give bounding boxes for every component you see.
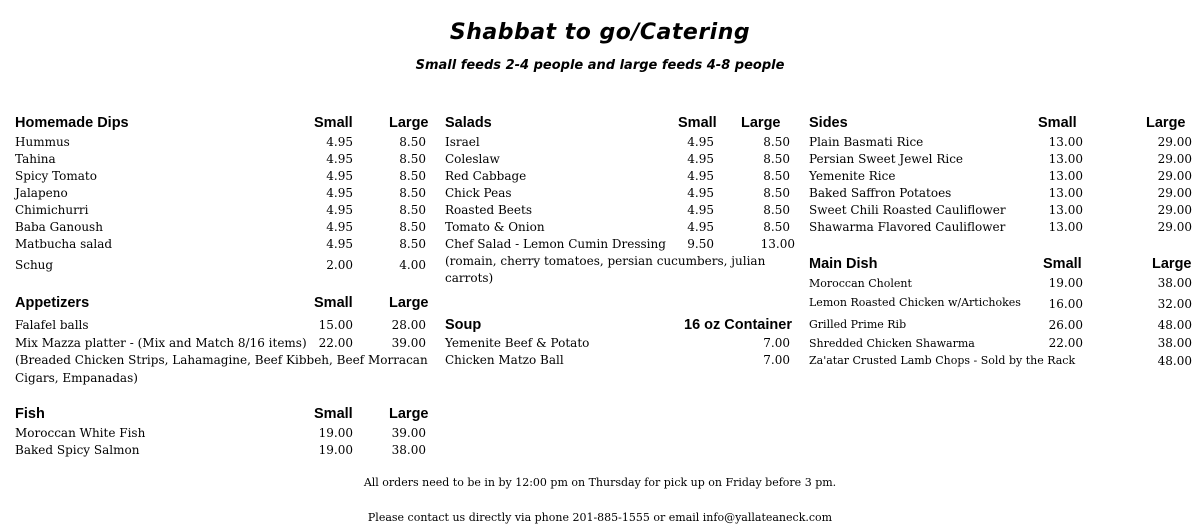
- column-header-large: Large: [1146, 115, 1186, 131]
- section-title: Homemade Dips: [15, 115, 129, 131]
- price-large: 8.50: [763, 186, 790, 200]
- price-small: 13.00: [1048, 203, 1083, 217]
- price-large: 8.50: [763, 169, 790, 183]
- price-large: 8.50: [399, 152, 426, 166]
- menu-item-name: Roasted Beets: [445, 203, 532, 217]
- menu-item-name: Spicy Tomato: [15, 169, 97, 183]
- price-container: 7.00: [763, 353, 790, 367]
- price-large: 39.00: [391, 336, 426, 350]
- menu-item-name: Persian Sweet Jewel Rice: [809, 152, 964, 166]
- price-small: 19.00: [318, 426, 353, 440]
- price-large: 8.50: [399, 186, 426, 200]
- column-header-small: Small: [314, 406, 353, 422]
- column-header-small: Small: [1043, 256, 1082, 272]
- price-small: 13.00: [1048, 152, 1083, 166]
- menu-item-name: Falafel balls: [15, 318, 89, 332]
- price-large: 4.00: [399, 258, 426, 272]
- price-large: 8.50: [399, 203, 426, 217]
- menu-item-name: Tomato & Onion: [445, 220, 545, 234]
- price-small: 4.95: [687, 203, 714, 217]
- item-description: (romain, cherry tomatoes, persian cucumbers, julian: [445, 254, 766, 268]
- menu-item-name: Baked Saffron Potatoes: [809, 186, 952, 200]
- section-title: Fish: [15, 406, 45, 422]
- price-large: 39.00: [391, 426, 426, 440]
- menu-item-name: Za'atar Crusted Lamb Chops - Sold by the Rack: [809, 354, 1076, 367]
- price-large: 8.50: [399, 135, 426, 149]
- menu-item-name: Baba Ganoush: [15, 220, 103, 234]
- price-large: 29.00: [1157, 169, 1192, 183]
- price-small: 4.95: [326, 237, 353, 251]
- price-small: 13.00: [1048, 186, 1083, 200]
- price-large: 8.50: [763, 152, 790, 166]
- menu-item-name: Chick Peas: [445, 186, 512, 200]
- menu-item-name: Chicken Matzo Ball: [445, 353, 564, 367]
- price-small: 15.00: [318, 318, 353, 332]
- section-title: Salads: [445, 115, 492, 131]
- menu-item-name: Matbucha salad: [15, 237, 113, 251]
- price-small: 4.95: [326, 169, 353, 183]
- menu-item-name: Moroccan Cholent: [809, 277, 912, 290]
- price-large: 8.50: [399, 220, 426, 234]
- price-small: 4.95: [687, 220, 714, 234]
- section-title: Sides: [809, 115, 848, 131]
- page-subtitle: Small feeds 2-4 people and large feeds 4-8 people: [415, 58, 785, 73]
- price-large: 8.50: [399, 169, 426, 183]
- column-header-container: 16 oz Container: [684, 317, 792, 333]
- price-small: 9.50: [687, 237, 714, 251]
- price-small: 4.95: [326, 220, 353, 234]
- price-large: 8.50: [763, 203, 790, 217]
- price-small: 26.00: [1048, 318, 1083, 332]
- price-large: 29.00: [1157, 203, 1192, 217]
- order-deadline-note: All orders need to be in by 12:00 pm on Thursday for pick up on Friday before 3 pm.: [363, 476, 837, 489]
- column-header-small: Small: [314, 115, 353, 131]
- section-title: Appetizers: [15, 295, 90, 311]
- column-header-small: Small: [314, 295, 353, 311]
- price-small: 13.00: [1048, 220, 1083, 234]
- contact-note: Please contact us directly via phone 201-885-1555 or email info@yallateaneck.com: [367, 511, 833, 524]
- menu-item-name: Yemenite Rice: [809, 169, 896, 183]
- item-description: (Breaded Chicken Strips, Lahamagine, Beef Kibbeh, Beef Morracan: [15, 353, 428, 367]
- price-small: 4.95: [687, 186, 714, 200]
- price-large: 38.00: [1157, 336, 1192, 350]
- price-small: 16.00: [1048, 297, 1083, 311]
- menu-item-name: Red Cabbage: [445, 169, 527, 183]
- item-description: Cigars, Empanadas): [15, 371, 138, 385]
- menu-item-name: Mix Mazza platter - (Mix and Match 8/16 items): [15, 336, 307, 350]
- menu-item-name: Sweet Chili Roasted Cauliflower: [809, 203, 1006, 217]
- price-large: 32.00: [1157, 297, 1192, 311]
- column-header-large: Large: [741, 115, 781, 131]
- menu-item-name: Moroccan White Fish: [15, 426, 146, 440]
- menu-item-name: Chimichurri: [15, 203, 89, 217]
- price-large: 8.50: [399, 237, 426, 251]
- menu-item-name: Jalapeno: [15, 186, 68, 200]
- price-small: 13.00: [1048, 135, 1083, 149]
- menu-item-name: Baked Spicy Salmon: [15, 443, 140, 457]
- section-title: Main Dish: [809, 256, 878, 272]
- section-title: Soup: [445, 317, 482, 333]
- price-large: 8.50: [763, 135, 790, 149]
- price-small: 22.00: [1048, 336, 1083, 350]
- column-header-large: Large: [389, 295, 429, 311]
- price-large: 29.00: [1157, 152, 1192, 166]
- menu-item-name: Yemenite Beef & Potato: [445, 336, 590, 350]
- column-header-large: Large: [389, 406, 429, 422]
- menu-item-name: Shawarma Flavored Cauliflower: [809, 220, 1006, 234]
- price-large: 48.00: [1157, 354, 1192, 368]
- menu-item-name: Lemon Roasted Chicken w/Artichokes: [809, 296, 1021, 309]
- column-header-small: Small: [678, 115, 717, 131]
- price-large: 38.00: [1157, 276, 1192, 290]
- price-small: 4.95: [687, 169, 714, 183]
- price-large: 29.00: [1157, 135, 1192, 149]
- price-container: 7.00: [763, 336, 790, 350]
- menu-item-name: Israel: [445, 135, 480, 149]
- price-small: 19.00: [1048, 276, 1083, 290]
- menu-item-name: Chef Salad - Lemon Cumin Dressing: [445, 237, 666, 251]
- column-header-large: Large: [389, 115, 429, 131]
- column-header-small: Small: [1038, 115, 1077, 131]
- menu-item-name: Hummus: [15, 135, 70, 149]
- column-header-large: Large: [1152, 256, 1192, 272]
- menu-item-name: Schug: [15, 258, 54, 272]
- menu-item-name: Plain Basmati Rice: [809, 135, 924, 149]
- price-small: 4.95: [687, 135, 714, 149]
- price-large: 13.00: [760, 237, 795, 251]
- price-small: 2.00: [326, 258, 353, 272]
- item-description: carrots): [445, 271, 494, 285]
- price-small: 4.95: [687, 152, 714, 166]
- price-small: 4.95: [326, 203, 353, 217]
- menu-item-name: Shredded Chicken Shawarma: [809, 337, 975, 350]
- price-small: 22.00: [318, 336, 353, 350]
- price-small: 13.00: [1048, 169, 1083, 183]
- menu-item-name: Grilled Prime Rib: [809, 318, 907, 331]
- price-large: 38.00: [391, 443, 426, 457]
- price-small: 19.00: [318, 443, 353, 457]
- price-large: 8.50: [763, 220, 790, 234]
- menu-item-name: Coleslaw: [445, 152, 500, 166]
- price-large: 28.00: [391, 318, 426, 332]
- price-large: 48.00: [1157, 318, 1192, 332]
- page-title: Shabbat to go/Catering: [449, 20, 751, 45]
- price-small: 4.95: [326, 152, 353, 166]
- price-small: 4.95: [326, 186, 353, 200]
- price-small: 4.95: [326, 135, 353, 149]
- menu-item-name: Tahina: [15, 152, 56, 166]
- price-large: 29.00: [1157, 220, 1192, 234]
- price-large: 29.00: [1157, 186, 1192, 200]
